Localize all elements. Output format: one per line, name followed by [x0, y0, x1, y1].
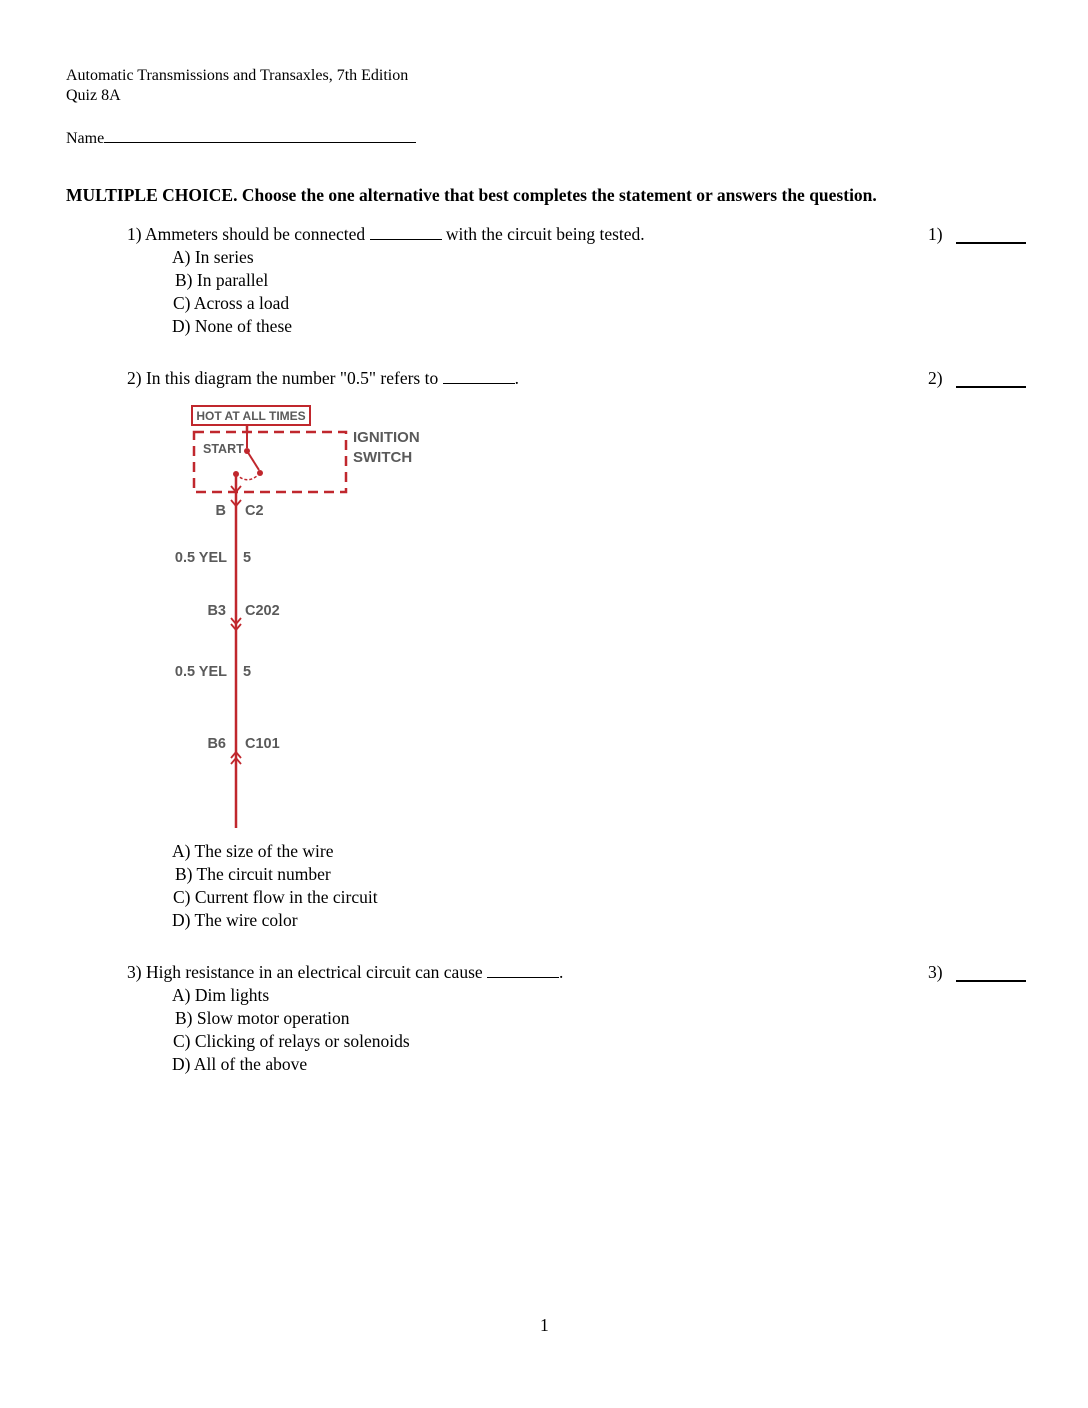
choice-2d: D) The wire color: [172, 910, 298, 930]
answer-label-2: 2): [928, 368, 943, 388]
choice-3b: B) Slow motor operation: [175, 1008, 350, 1028]
page-number: 1: [540, 1315, 549, 1335]
choice-3d: D) All of the above: [172, 1054, 308, 1074]
connector-3-right: C101: [245, 736, 280, 752]
switch-label: SWITCH: [353, 449, 413, 466]
question-number: 1): [127, 224, 142, 244]
question-number: 2): [127, 368, 142, 388]
ignition-label: IGNITION: [353, 429, 420, 446]
hot-label: HOT AT ALL TIMES: [196, 409, 306, 423]
course-title: Automatic Transmissions and Transaxles, 7th Edition: [66, 67, 409, 84]
answer-label-1: 1): [928, 224, 943, 244]
wire-2-right: 5: [243, 664, 252, 680]
choice-3c: C) Clicking of relays or solenoids: [173, 1031, 410, 1051]
question-2-stem: 2) In this diagram the number "0.5" refers to .: [127, 368, 519, 388]
answer-line-3[interactable]: [956, 980, 1026, 982]
connector-1-right: C2: [245, 503, 264, 519]
switch-travel-arc: [236, 473, 260, 480]
blank: [487, 963, 559, 978]
wire-2-left: 0.5 YEL: [174, 664, 227, 680]
instructions: MULTIPLE CHOICE. Choose the one alternative that best completes the statement or answers the question.: [66, 185, 877, 205]
answer-label-3: 3): [928, 962, 943, 982]
question-3-stem: 3) High resistance in an electrical circuit can cause .: [127, 962, 564, 982]
choice-2c: C) Current flow in the circuit: [173, 887, 378, 907]
choice-1d: D) None of these: [172, 316, 293, 336]
wire-1-left: 0.5 YEL: [174, 550, 227, 566]
question-number: 3): [127, 962, 142, 982]
connector-2-left: B3: [207, 603, 226, 619]
connector-1-left: B: [215, 503, 226, 519]
quiz-title: Quiz 8A: [66, 87, 121, 104]
question-1-stem: 1) Ammeters should be connected with the circuit being tested.: [127, 224, 645, 244]
connector-3-left: B6: [207, 736, 226, 752]
ignition-switch-box: [194, 432, 346, 492]
choice-1a: A) In series: [172, 247, 254, 267]
choice-1b: B) In parallel: [175, 270, 269, 290]
choice-1c: C) Across a load: [173, 293, 290, 313]
choice-3a: A) Dim lights: [172, 985, 270, 1005]
name-label: Name: [66, 130, 105, 147]
wire-1-right: 5: [243, 550, 252, 566]
switch-blade: [247, 451, 259, 470]
choice-2b: B) The circuit number: [175, 864, 331, 884]
choice-2a: A) The size of the wire: [172, 841, 334, 861]
connector-2-right: C202: [245, 603, 280, 619]
start-label: START: [203, 442, 244, 456]
